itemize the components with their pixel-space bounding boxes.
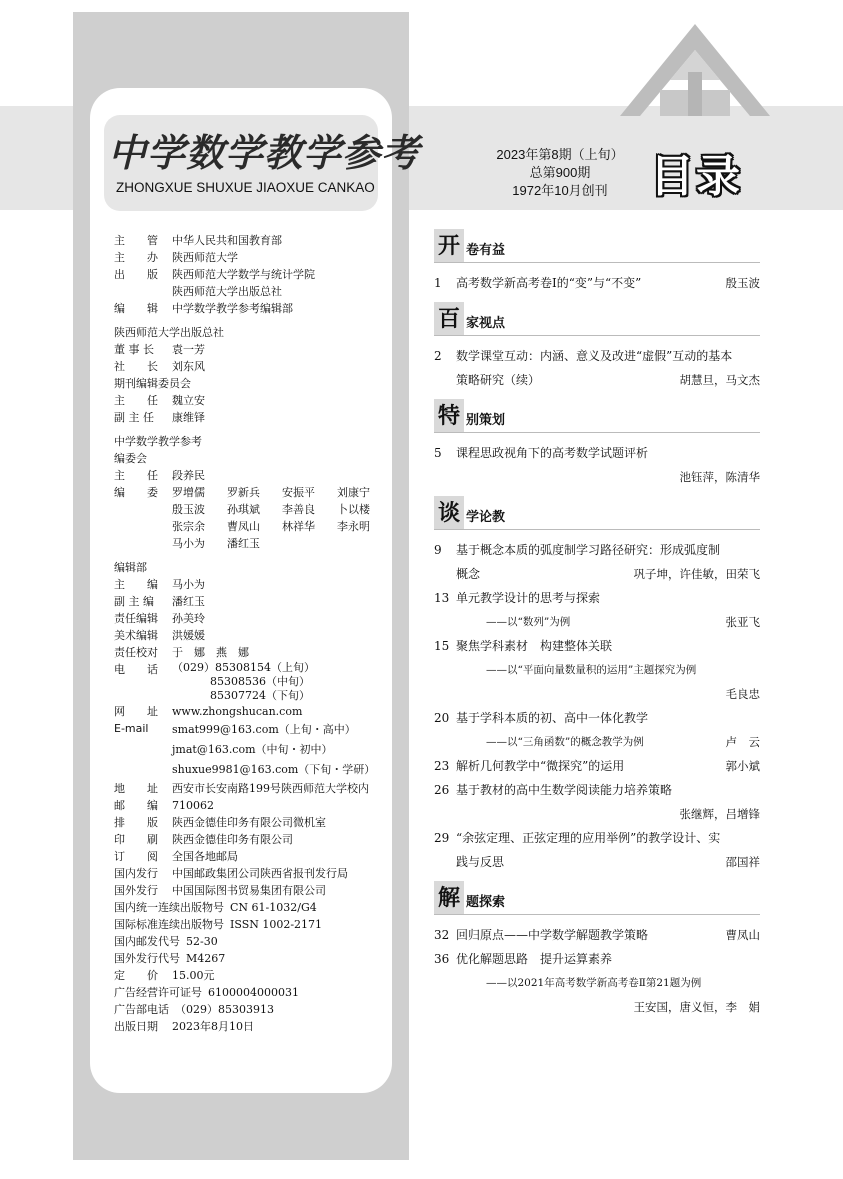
info-label: 编 委	[114, 486, 158, 499]
website-row	[114, 703, 394, 720]
info-label: 国外发行代号	[114, 952, 180, 965]
info-row	[114, 409, 394, 426]
email-link[interactable]: jmat@163.com（中旬・初中）	[172, 743, 333, 756]
info-label: 订 阅	[114, 850, 158, 863]
info-row	[114, 967, 394, 984]
journal-logo: 中学数学教学参考	[108, 130, 421, 175]
editor-name: 潘红玉	[227, 537, 260, 550]
article-subtitle: ——以“平面向量数量积的运用”主题探究为例	[486, 664, 697, 676]
info-value: 陕西金德佳印务有限公司微机室	[172, 816, 326, 829]
info-label: 电 话	[114, 663, 158, 676]
website-link[interactable]: www.zhongshucan.com	[172, 705, 303, 718]
info-value: 康维铎	[172, 411, 205, 424]
toc-entry[interactable]	[434, 344, 760, 392]
email-row	[114, 720, 394, 780]
toc-entry[interactable]	[434, 923, 760, 947]
article-title: 课程思政视角下的高考数学试题评析	[456, 446, 649, 460]
press-heading: 陕西师范大学出版总社	[114, 326, 224, 339]
info-value: 孙美玲	[172, 612, 205, 625]
editor-list	[172, 484, 392, 552]
page-number: 1	[434, 276, 442, 290]
info-row	[114, 593, 394, 610]
article-title: “余弦定理、正弦定理的应用举例”的教学设计、实	[456, 831, 721, 845]
info-label: 国内发行	[114, 867, 158, 880]
info-label: 邮 编	[114, 799, 158, 812]
editor-name: 林祥华	[282, 520, 315, 533]
info-row	[114, 882, 394, 899]
info-row	[114, 232, 394, 249]
section-title: 学论教	[466, 510, 506, 525]
article-title: 单元教学设计的思考与探索	[456, 591, 601, 605]
board-heading: 中学数学教学参考	[114, 435, 202, 448]
info-value: 陕西金德佳印务有限公司	[172, 833, 293, 846]
article-title: 解析几何教学中“微探究”的运用	[456, 759, 625, 773]
section-header	[434, 398, 760, 433]
article-subtitle: ——以2021年高考数学新高考卷Ⅱ第21题为例	[486, 977, 702, 989]
article-title-cont: 策略研究（续）	[456, 373, 541, 387]
info-value: 潘红玉	[172, 595, 205, 608]
article-author: 巩子坤，许佳敏，田荣飞	[633, 567, 760, 581]
info-row	[114, 266, 394, 283]
page-number: 2	[434, 349, 442, 363]
article-title: 基于学科本质的初、高中一体化教学	[456, 711, 649, 725]
info-row	[114, 300, 394, 317]
info-label: 董 事 长	[114, 343, 154, 356]
info-row	[114, 283, 394, 300]
article-author: 池钰萍，陈清华	[679, 470, 760, 484]
article-title-cont: 概念	[456, 567, 481, 581]
dept-heading: 编辑部	[114, 561, 147, 574]
editor-name: 罗增儒	[172, 486, 205, 499]
article-title: 高考数学新高考卷Ⅰ的“变”与“不变”	[456, 276, 642, 290]
page-number: 15	[434, 639, 450, 653]
info-label: 编 辑	[114, 302, 158, 315]
info-value: 2023年8月10日	[172, 1020, 254, 1033]
article-title: 数学课堂互动：内涵、意义及改进“虚假”互动的基本	[456, 349, 733, 363]
masthead-info	[114, 232, 394, 1035]
editor-name: 罗新兵	[227, 486, 260, 499]
info-row	[114, 358, 394, 375]
journal-title-en: ZHONGXUE SHUXUE JIAOXUE CANKAO	[116, 180, 375, 195]
info-row	[114, 814, 394, 831]
committee-heading: 期刊编辑委员会	[114, 377, 191, 390]
editor-name: 马小为	[172, 537, 205, 550]
info-value: 710062	[172, 799, 214, 812]
total-issue: 总第900期	[529, 165, 591, 180]
page-number: 9	[434, 543, 442, 557]
page-number: 5	[434, 446, 442, 460]
toc-entry[interactable]	[434, 826, 760, 874]
editor-name: 刘康宁	[337, 486, 370, 499]
info-value: 洪媛媛	[172, 629, 205, 642]
board-subheading: 编委会	[114, 452, 147, 465]
page-number: 36	[434, 952, 450, 966]
info-row	[114, 780, 394, 797]
page-number: 32	[434, 928, 450, 942]
info-value: 中华人民共和国教育部	[172, 234, 282, 247]
toc-entry[interactable]	[434, 778, 760, 826]
roof-decoration	[600, 20, 790, 116]
section-title: 别策划	[466, 413, 506, 428]
editor-name: 殷玉波	[172, 503, 205, 516]
toc-entry[interactable]	[434, 441, 760, 489]
issue-number: 2023年第8期（上旬）	[496, 147, 624, 162]
editor-name: 孙琪斌	[227, 503, 260, 516]
toc-entry[interactable]	[434, 706, 760, 754]
editor-name: 李永明	[337, 520, 370, 533]
info-label: 广告经营许可证号	[114, 986, 202, 999]
editor-name: 安振平	[282, 486, 315, 499]
info-value: 魏立安	[172, 394, 205, 407]
article-title: 聚焦学科素材 构建整体关联	[456, 639, 613, 653]
article-author: 郭小斌	[725, 759, 760, 773]
article-author: 殷玉波	[725, 276, 760, 290]
toc-entry[interactable]	[434, 586, 760, 634]
info-row	[114, 1001, 394, 1018]
info-value: M4267	[186, 952, 226, 965]
info-label: 主 任	[114, 469, 158, 482]
info-label: 主 办	[114, 251, 158, 264]
page-number: 23	[434, 759, 450, 773]
info-label: 出 版	[114, 268, 158, 281]
info-row	[114, 467, 394, 484]
article-title-cont: 践与反思	[456, 855, 505, 869]
toc-entry[interactable]	[434, 271, 760, 295]
section-initial: 解	[434, 881, 464, 914]
section-initial: 百	[434, 302, 464, 335]
info-label: 国内邮发代号	[114, 935, 180, 948]
section-header	[434, 228, 760, 263]
page-number: 13	[434, 591, 450, 605]
article-author: 张亚飞	[725, 615, 760, 629]
info-value: 西安市长安南路199号陕西师范大学校内	[172, 782, 369, 795]
article-author: 王安国，唐义恒，李 娟	[633, 1000, 760, 1014]
info-row	[114, 865, 394, 882]
article-subtitle: ——以“三角函数”的概念教学为例	[486, 736, 644, 748]
info-value: 于 娜 燕 娜	[172, 646, 249, 659]
editorial-board-row	[114, 484, 394, 552]
toc-title: 目录	[650, 151, 742, 202]
info-row	[114, 392, 394, 409]
info-value: 刘东风	[172, 360, 205, 373]
info-value: 陕西师范大学数学与统计学院	[172, 268, 315, 281]
info-label: 主 任	[114, 394, 158, 407]
info-value: 全国各地邮局	[172, 850, 238, 863]
toc-entry[interactable]	[434, 754, 760, 778]
info-label: 国外发行	[114, 884, 158, 897]
info-row	[114, 644, 394, 661]
info-row	[114, 899, 394, 916]
info-label: 排 版	[114, 816, 158, 829]
article-title: 基于教材的高中生数学阅读能力培养策略	[456, 783, 673, 797]
info-label: 美术编辑	[114, 629, 158, 642]
info-label: 广告部电话	[114, 1003, 169, 1016]
section-initial: 特	[434, 399, 464, 432]
info-value: 段养民	[172, 469, 205, 482]
info-value: CN 61-1032/G4	[230, 901, 317, 914]
info-value: 中国国际图书贸易集团有限公司	[172, 884, 326, 897]
info-row	[114, 797, 394, 814]
table-of-contents	[434, 222, 760, 1019]
editor-name: 曹凤山	[227, 520, 260, 533]
info-row	[114, 1018, 394, 1035]
info-label: 主 编	[114, 578, 158, 591]
info-row	[114, 916, 394, 933]
info-value: 中国邮政集团公司陕西省报刊发行局	[172, 867, 348, 880]
section-header	[434, 301, 760, 336]
phone-number: 85308536（中旬）	[210, 675, 310, 688]
info-label	[114, 283, 172, 300]
info-value: ISSN 1002-2171	[230, 918, 323, 931]
founded-date: 1972年10月创刊	[512, 183, 608, 198]
article-author: 邵国祥	[725, 855, 760, 869]
info-value: 6100004000031	[208, 986, 299, 999]
section-header	[434, 880, 760, 915]
info-value: （029）85303913	[175, 1003, 274, 1016]
info-value: 15.00元	[172, 969, 215, 982]
page-number: 29	[434, 831, 450, 845]
info-row	[114, 249, 394, 266]
info-row	[114, 984, 394, 1001]
article-author: 卢 云	[725, 735, 760, 749]
info-label: 副 主 编	[114, 595, 154, 608]
editor-name: 李善良	[282, 503, 315, 516]
toc-entry[interactable]	[434, 538, 760, 586]
info-row	[114, 933, 394, 950]
info-label: 责任校对	[114, 646, 158, 659]
info-value: 袁一芳	[172, 343, 205, 356]
info-label: 印 刷	[114, 833, 158, 846]
info-label: 社 长	[114, 360, 158, 373]
section-title: 题探索	[466, 895, 506, 910]
article-title: 基于概念本质的弧度制学习路径研究：形成弧度制	[456, 543, 721, 557]
page-number: 26	[434, 783, 450, 797]
info-row	[114, 950, 394, 967]
email-link[interactable]: smat999@163.com（上旬・高中）	[172, 723, 356, 736]
info-row	[114, 341, 394, 358]
phone-number: 85307724（下旬）	[210, 689, 310, 702]
info-row	[114, 627, 394, 644]
article-subtitle: ——以“数列”为例	[486, 616, 571, 628]
info-value: 中学数学教学参考编辑部	[172, 302, 293, 315]
editor-name: 卜以楼	[337, 503, 370, 516]
phone-row	[114, 661, 394, 703]
info-row	[114, 576, 394, 593]
info-value: 陕西师范大学	[172, 251, 238, 264]
article-title: 回归原点——中学数学解题教学策略	[456, 928, 649, 942]
article-author: 张继辉，吕增锋	[679, 807, 760, 821]
article-author: 曹凤山	[725, 928, 760, 942]
info-label: 定 价	[114, 969, 158, 982]
phone-number: （029）85308154（上旬）	[172, 661, 315, 674]
section-initial: 开	[434, 229, 464, 262]
section-header	[434, 495, 760, 530]
info-label: E-mail	[114, 722, 149, 735]
info-value: 陕西师范大学出版总社	[172, 285, 282, 298]
toc-entry[interactable]	[434, 947, 760, 1019]
info-value: 52-30	[186, 935, 218, 948]
article-author: 胡慧旦，马文杰	[679, 373, 760, 387]
info-label: 出版日期	[114, 1020, 158, 1033]
info-label: 责任编辑	[114, 612, 158, 625]
toc-entry[interactable]	[434, 634, 760, 706]
section-initial: 谈	[434, 496, 464, 529]
info-label: 国际标准连续出版物号	[114, 918, 224, 931]
email-link[interactable]: shuxue9981@163.com（下旬・学研）	[172, 763, 376, 776]
info-label: 地 址	[114, 782, 158, 795]
page-number: 20	[434, 711, 450, 725]
info-value: 马小为	[172, 578, 205, 591]
article-author: 毛良忠	[725, 687, 760, 701]
section-title: 卷有益	[466, 243, 506, 258]
info-row	[114, 848, 394, 865]
editor-name: 张宗余	[172, 520, 205, 533]
info-row	[114, 610, 394, 627]
info-label: 网 址	[114, 705, 158, 718]
article-title: 优化解题思路 提升运算素养	[456, 952, 613, 966]
info-row	[114, 831, 394, 848]
issue-info	[472, 146, 648, 200]
info-label: 主 管	[114, 234, 158, 247]
info-label: 国内统一连续出版物号	[114, 901, 224, 914]
section-title: 家视点	[466, 316, 506, 331]
info-label: 副 主 任	[114, 411, 154, 424]
